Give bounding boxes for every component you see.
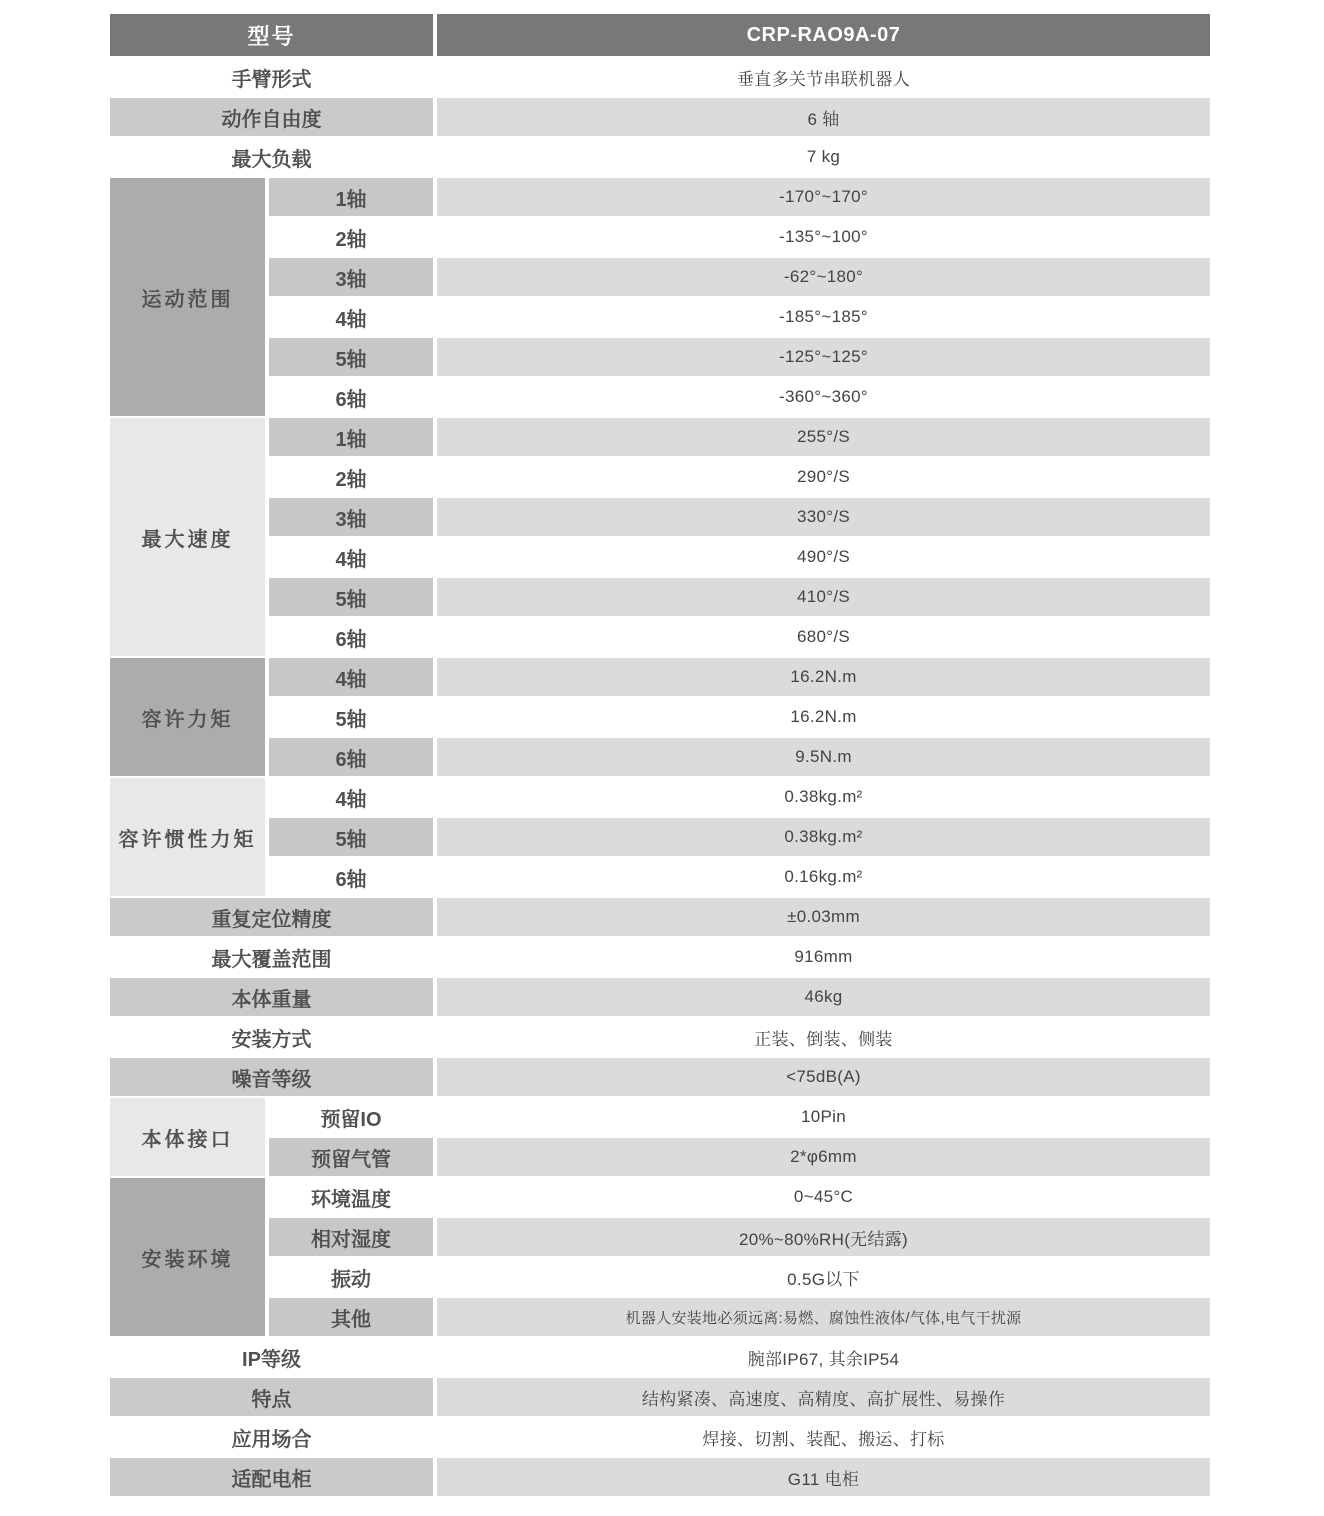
table-row	[110, 498, 1210, 536]
axis-label: 4轴	[269, 298, 433, 336]
row-value: 0.5G以下	[437, 1258, 1210, 1296]
axis-label: 3轴	[269, 258, 433, 296]
table-row	[110, 378, 1210, 416]
row-value: -62°~180°	[437, 258, 1210, 296]
row-value: <75dB(A)	[437, 1058, 1210, 1096]
row-label: 安装方式	[110, 1018, 433, 1056]
row-label: 重复定位精度	[110, 898, 433, 936]
table-row	[110, 578, 1210, 616]
row-value: 916mm	[437, 938, 1210, 976]
axis-label: 2轴	[269, 458, 433, 496]
axis-label: 1轴	[269, 418, 433, 456]
table-row	[110, 458, 1210, 496]
axis-label: 6轴	[269, 738, 433, 776]
row-label: 本体重量	[110, 978, 433, 1016]
row-label: 动作自由度	[110, 98, 433, 136]
axis-label: 6轴	[269, 858, 433, 896]
axis-label: 5轴	[269, 698, 433, 736]
row-value: 680°/S	[437, 618, 1210, 656]
table-row	[110, 1018, 1210, 1056]
group-label-allowable-torque: 容许力矩	[110, 658, 265, 776]
row-value: -185°~185°	[437, 298, 1210, 336]
table-row	[110, 1178, 1210, 1216]
axis-label: 6轴	[269, 618, 433, 656]
table-row	[110, 1258, 1210, 1296]
axis-label: 5轴	[269, 578, 433, 616]
axis-label: 5轴	[269, 338, 433, 376]
table-row	[110, 258, 1210, 296]
table-row	[110, 938, 1210, 976]
row-value: 20%~80%RH(无结露)	[437, 1218, 1210, 1256]
row-label: 应用场合	[110, 1418, 433, 1456]
axis-label: 4轴	[269, 658, 433, 696]
axis-label: 6轴	[269, 378, 433, 416]
model-header-label: 型号	[110, 14, 433, 56]
group-label-install-environment: 安装环境	[110, 1178, 265, 1336]
table-row	[110, 338, 1210, 376]
table-row	[110, 738, 1210, 776]
row-value: 410°/S	[437, 578, 1210, 616]
model-header-value: CRP-RAO9A-07	[437, 14, 1210, 56]
sub-label: 其他	[269, 1298, 433, 1336]
axis-label: 1轴	[269, 178, 433, 216]
row-label: 适配电柜	[110, 1458, 433, 1496]
table-row	[110, 218, 1210, 256]
table-header-row	[110, 14, 1210, 56]
axis-label: 3轴	[269, 498, 433, 536]
table-row	[110, 1058, 1210, 1096]
table-row	[110, 58, 1210, 96]
row-value: 垂直多关节串联机器人	[437, 58, 1210, 96]
row-value: 0.16kg.m²	[437, 858, 1210, 896]
table-row	[110, 618, 1210, 656]
axis-label: 2轴	[269, 218, 433, 256]
table-row	[110, 778, 1210, 816]
row-label: IP等级	[110, 1338, 433, 1376]
row-label: 特点	[110, 1378, 433, 1416]
row-value: 255°/S	[437, 418, 1210, 456]
table-row	[110, 1298, 1210, 1336]
row-value: 0.38kg.m²	[437, 818, 1210, 856]
group-label-allowable-inertia: 容许惯性力矩	[110, 778, 265, 896]
axis-label: 4轴	[269, 778, 433, 816]
row-value: G11 电柜	[437, 1458, 1210, 1496]
row-value: 正装、倒装、侧装	[437, 1018, 1210, 1056]
row-value: 10Pin	[437, 1098, 1210, 1136]
row-value: 9.5N.m	[437, 738, 1210, 776]
table-row	[110, 1098, 1210, 1136]
table-row	[110, 1338, 1210, 1376]
row-value: 16.2N.m	[437, 698, 1210, 736]
row-value: 290°/S	[437, 458, 1210, 496]
table-row	[110, 138, 1210, 176]
table-row	[110, 1138, 1210, 1176]
row-value: 330°/S	[437, 498, 1210, 536]
row-value: -135°~100°	[437, 218, 1210, 256]
row-value: 机器人安装地必须远离:易燃、腐蚀性液体/气体,电气干扰源	[437, 1298, 1210, 1336]
row-value: 6 轴	[437, 98, 1210, 136]
sub-label: 环境温度	[269, 1178, 433, 1216]
row-label: 噪音等级	[110, 1058, 433, 1096]
row-value: -170°~170°	[437, 178, 1210, 216]
sub-label: 相对湿度	[269, 1218, 433, 1256]
sub-label: 预留气管	[269, 1138, 433, 1176]
table-row	[110, 818, 1210, 856]
row-value: -360°~360°	[437, 378, 1210, 416]
table-row	[110, 538, 1210, 576]
row-value: 16.2N.m	[437, 658, 1210, 696]
row-value: 结构紧凑、高速度、高精度、高扩展性、易操作	[437, 1378, 1210, 1416]
table-row	[110, 698, 1210, 736]
table-row	[110, 1218, 1210, 1256]
group-label-body-interface: 本体接口	[110, 1098, 265, 1176]
table-row	[110, 418, 1210, 456]
group-label-motion-range: 运动范围	[110, 178, 265, 416]
table-row	[110, 1458, 1210, 1496]
table-row	[110, 1418, 1210, 1456]
table-row	[110, 658, 1210, 696]
row-value: 490°/S	[437, 538, 1210, 576]
robot-spec-table	[106, 12, 1214, 1498]
row-value: 0.38kg.m²	[437, 778, 1210, 816]
row-value: 2*φ6mm	[437, 1138, 1210, 1176]
axis-label: 4轴	[269, 538, 433, 576]
row-value: 腕部IP67, 其余IP54	[437, 1338, 1210, 1376]
group-label-max-speed: 最大速度	[110, 418, 265, 656]
row-label: 最大负载	[110, 138, 433, 176]
sub-label: 振动	[269, 1258, 433, 1296]
row-value: 46kg	[437, 978, 1210, 1016]
row-label: 手臂形式	[110, 58, 433, 96]
table-row	[110, 898, 1210, 936]
row-value: 0~45°C	[437, 1178, 1210, 1216]
row-value: -125°~125°	[437, 338, 1210, 376]
table-row	[110, 858, 1210, 896]
table-row	[110, 978, 1210, 1016]
table-row	[110, 1378, 1210, 1416]
axis-label: 5轴	[269, 818, 433, 856]
sub-label: 预留IO	[269, 1098, 433, 1136]
row-value: ±0.03mm	[437, 898, 1210, 936]
table-row	[110, 98, 1210, 136]
table-row	[110, 178, 1210, 216]
row-value: 焊接、切割、装配、搬运、打标	[437, 1418, 1210, 1456]
row-value: 7 kg	[437, 138, 1210, 176]
table-row	[110, 298, 1210, 336]
row-label: 最大覆盖范围	[110, 938, 433, 976]
